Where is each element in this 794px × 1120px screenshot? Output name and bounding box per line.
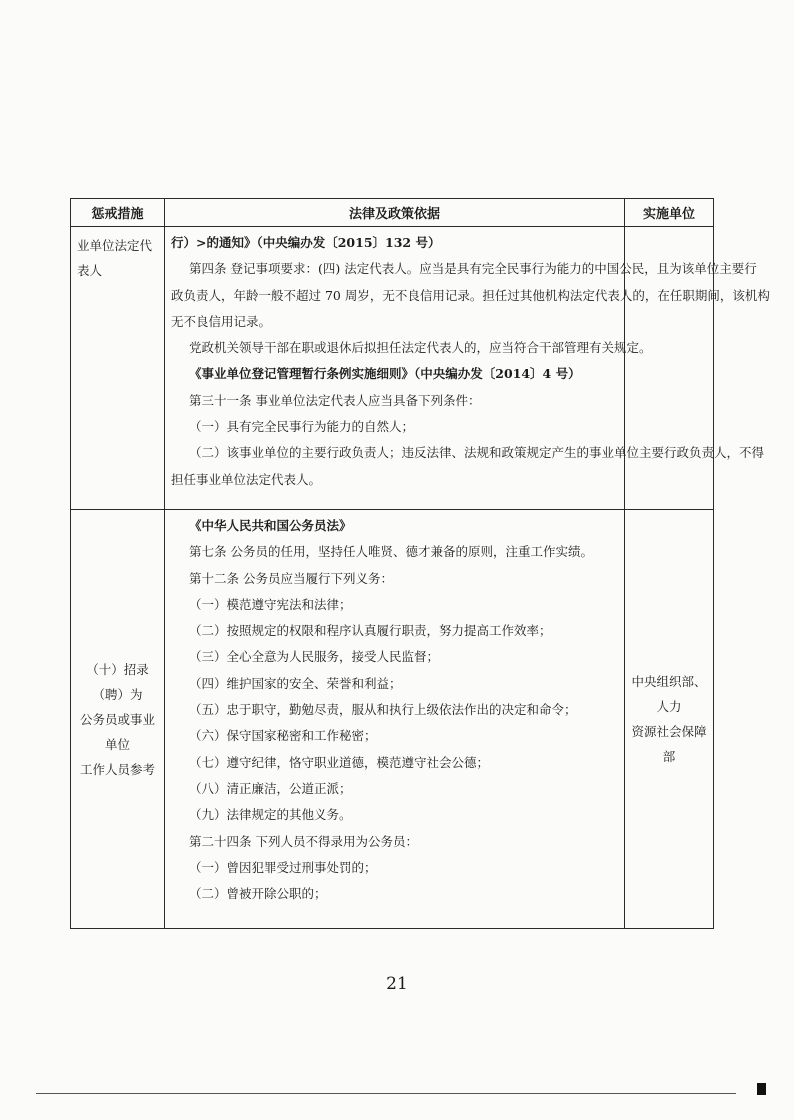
basis-line: 第三十一条 事业单位法定代表人应当具备下列条件： bbox=[189, 392, 481, 408]
basis-cell bbox=[165, 227, 770, 510]
scan-corner-mark bbox=[757, 1083, 766, 1095]
header-measure: 惩戒措施 bbox=[71, 199, 165, 227]
basis-line: 第十二条 公务员应当履行下列义务： bbox=[189, 570, 393, 586]
basis-line: 担任事业单位法定代表人。 bbox=[171, 471, 322, 487]
basis-line: 党政机关领导干部在职或退休后拟担任法定代表人的，应当符合干部管理有关规定。 bbox=[189, 340, 652, 356]
basis-line: （五）忠于职守，勤勉尽责，服从和执行上级依法作出的决定和命令； bbox=[189, 702, 577, 718]
measure-cell bbox=[71, 227, 165, 510]
header-basis: 法律及政策依据 bbox=[165, 199, 625, 227]
table-header-row bbox=[71, 199, 714, 227]
table-row bbox=[71, 227, 714, 510]
header-unit: 实施单位 bbox=[625, 199, 714, 227]
policy-table bbox=[70, 198, 770, 929]
basis-line: （一）具有完全民事行为能力的自然人； bbox=[189, 419, 415, 435]
basis-cell bbox=[165, 510, 625, 929]
basis-line: （八）清正廉洁，公道正派； bbox=[189, 780, 352, 796]
table-row bbox=[71, 510, 714, 929]
basis-line: （二）该事业单位的主要行政负责人；违反法律、法规和政策规定产生的事业单位主要行政负责人，不得 bbox=[189, 445, 765, 461]
scan-edge-line bbox=[36, 1093, 736, 1094]
unit-text: 中央组织部、人力 资源社会保障部 bbox=[631, 674, 707, 764]
basis-line: （一）曾因犯罪受过刑事处罚的； bbox=[189, 859, 377, 875]
basis-line: （六）保守国家秘密和工作秘密； bbox=[189, 728, 377, 744]
basis-line: 第七条 公务员的任用，坚持任人唯贤、德才兼备的原则，注重工作实绩。 bbox=[189, 544, 593, 560]
basis-lines bbox=[171, 513, 618, 907]
basis-line: 政负责人，年龄一般不超过 70 周岁，无不良信用记录。担任过其他机构法定代表人的，在任职期间，该机构 bbox=[171, 287, 770, 303]
basis-line: （一）模范遵守宪法和法律； bbox=[189, 596, 352, 612]
basis-line: 《事业单位登记管理暂行条例实施细则》（中央编办发〔2014〕4 号） bbox=[189, 366, 581, 382]
basis-line: （二）曾被开除公职的； bbox=[189, 886, 327, 902]
basis-line: 第四条 登记事项要求：(四) 法定代表人。应当是具有完全民事行为能力的中国公民，且为该单位主要行 bbox=[189, 261, 757, 277]
page-number: 21 bbox=[386, 974, 408, 994]
unit-cell bbox=[625, 510, 714, 929]
basis-line: （二）按照规定的权限和程序认真履行职责，努力提高工作效率； bbox=[189, 623, 552, 639]
basis-line: （七）遵守纪律，恪守职业道德，模范遵守社会公德； bbox=[189, 754, 490, 770]
basis-line: （四）维护国家的安全、荣誉和利益； bbox=[189, 675, 402, 691]
basis-line: 行）>的通知》（中央编办发〔2015〕132 号） bbox=[171, 235, 441, 250]
measure-text: 业单位法定代表人 bbox=[77, 238, 153, 278]
basis-line: （九）法律规定的其他义务。 bbox=[189, 807, 352, 823]
basis-lines bbox=[171, 230, 770, 493]
basis-line: 第二十四条 下列人员不得录用为公务员： bbox=[189, 833, 418, 849]
basis-line: 无不良信用记录。 bbox=[171, 313, 272, 329]
basis-line: （三）全心全意为人民服务，接受人民监督； bbox=[189, 649, 440, 665]
measure-cell bbox=[71, 510, 165, 929]
basis-line: 《中华人民共和国公务员法》 bbox=[189, 518, 352, 533]
measure-text: （十）招录（聘）为 公务员或事业单位 工作人员参考 bbox=[79, 661, 155, 777]
